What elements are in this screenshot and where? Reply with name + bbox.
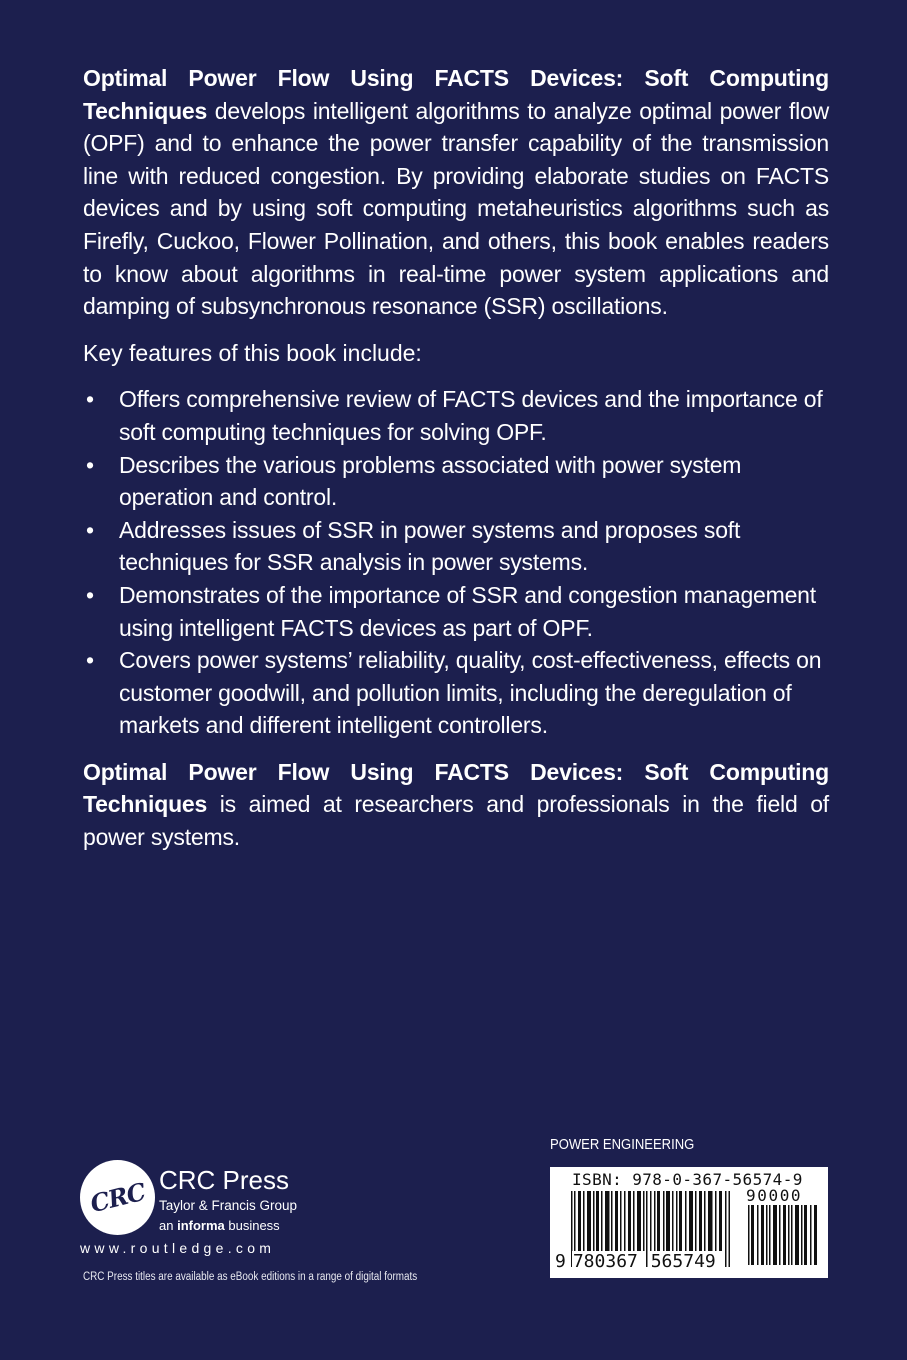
publisher-group: Taylor & Francis Group [159, 1198, 298, 1213]
publisher-informa: an informa business [159, 1218, 280, 1233]
bullet-icon: • [86, 647, 94, 674]
subject-category: POWER ENGINEERING [550, 1136, 695, 1153]
feature-text: Offers comprehensive review of FACTS devices and the importance of soft computing techniques for solving OPF. [119, 386, 823, 445]
closing-paragraph [83, 756, 829, 854]
bullet-icon: • [86, 451, 94, 478]
feature-item [83, 579, 829, 644]
ebook-note: CRC Press titles are available as eBook editions in a range of digital formats [83, 1271, 418, 1283]
description-paragraph [83, 62, 829, 323]
features-intro: Key features of this book include: [83, 339, 422, 366]
feature-item [83, 383, 829, 448]
addon-barcode-bars-icon [748, 1205, 818, 1265]
feature-item [83, 514, 829, 579]
feature-text: Addresses issues of SSR in power systems and proposes soft techniques for SSR analysis in power systems. [119, 516, 741, 576]
features-list [83, 383, 829, 742]
feature-text: Describes the various problems associated with power system operation and control. [119, 451, 742, 511]
bullet-icon: • [86, 516, 94, 543]
feature-item [83, 644, 829, 742]
ean-digits: 9 780367 565749 [555, 1251, 716, 1272]
publisher-url[interactable]: www.routledge.com [80, 1240, 276, 1256]
bullet-icon: • [86, 581, 94, 608]
feature-item [83, 449, 829, 514]
isbn-label: ISBN: 978-0-367-56574-9 [572, 1170, 803, 1189]
bullet-icon: • [86, 386, 94, 413]
description-text: develops intelligent algorithms to analyze optimal power flow (OPF) and to enhance the power transfer capability of the transmission line with reduced congestion. By providing elaborate studies on FACTS devices and by using soft computing metaheuristics algorithms such as Firefly, Cuckoo, Flower Pollination, and others, this book enables readers to know about algorithms in real-time power system applications and damping of subsynchronous resonance (SSR) oscillations. [83, 97, 829, 320]
isbn-barcode [550, 1167, 828, 1278]
book-title-bold: Optimal Power Flow Using FACTS Devices: Soft Computing Techniques [83, 65, 829, 124]
publisher-name: CRC Press [159, 1165, 290, 1195]
back-cover-text [83, 62, 829, 868]
feature-text: Covers power systems’ reliability, quality, cost-effectiveness, effects on customer goodwill, and pollution limits, including the deregulation of markets and different intelligent controllers. [119, 647, 822, 739]
feature-text: Demonstrates of the importance of SSR and congestion management using intelligent FACTS devices as part of OPF. [119, 581, 816, 641]
crc-logo-icon [80, 1160, 155, 1235]
closing-text: is aimed at researchers and professionals in the field of power systems. [83, 791, 829, 851]
price-addon-code: 90000 [746, 1186, 803, 1205]
closing-title-bold: Optimal Power Flow Using FACTS Devices: Soft Computing Techniques [83, 758, 829, 818]
crc-logo-text: CRC [87, 1176, 148, 1219]
